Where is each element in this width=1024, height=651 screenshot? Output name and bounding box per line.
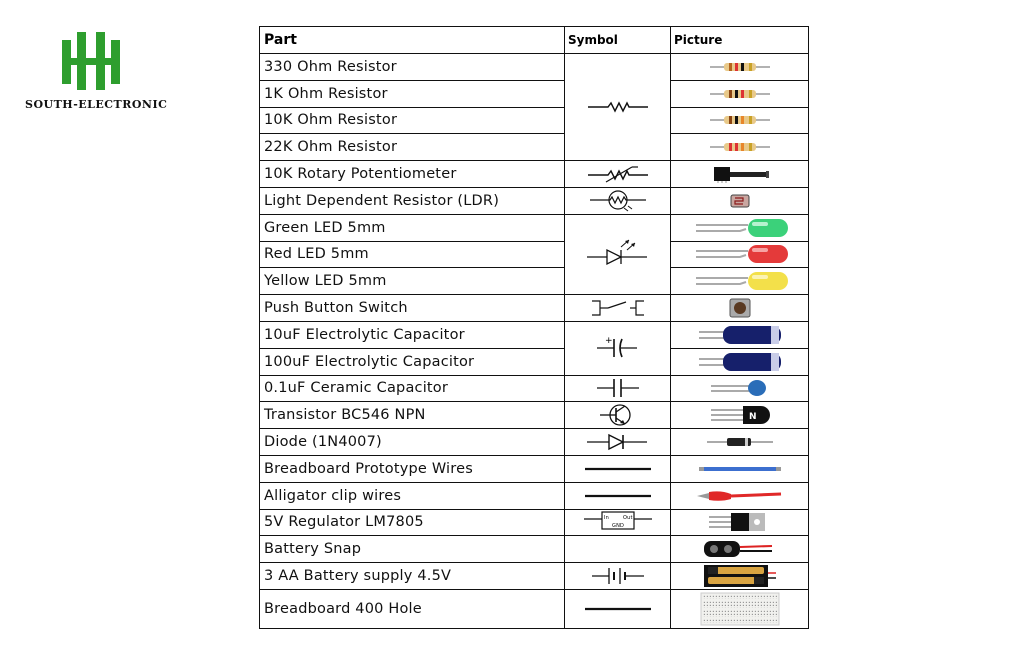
table-row <box>260 321 809 348</box>
part-name: Alligator clip wires <box>260 482 565 509</box>
alligator-clip-icon <box>671 482 809 509</box>
part-name: 10uF Electrolytic Capacitor <box>260 321 565 348</box>
parts-table <box>259 26 808 639</box>
resistor-icon <box>671 134 809 161</box>
electrolytic-capacitor-icon <box>671 348 809 375</box>
wire-symbol-icon <box>565 482 671 509</box>
part-name: 10K Rotary Potentiometer <box>260 161 565 188</box>
header-symbol: Symbol <box>565 27 671 54</box>
regulator-symbol-icon <box>565 509 671 536</box>
svg-text:+: + <box>604 336 613 347</box>
table-row <box>260 107 809 134</box>
diode-icon <box>671 429 809 456</box>
part-name: 22K Ohm Resistor <box>260 134 565 161</box>
table-row <box>260 455 809 482</box>
table-row <box>260 241 809 268</box>
table-row <box>260 429 809 456</box>
table-row <box>260 509 809 536</box>
header-part: Part <box>260 27 565 54</box>
part-name: Green LED 5mm <box>260 214 565 241</box>
table-row <box>260 536 809 563</box>
transistor-icon <box>671 402 809 429</box>
table-row <box>260 134 809 161</box>
led-symbol-icon <box>565 214 671 294</box>
svg-text:N: N <box>748 412 757 423</box>
table-row <box>260 295 809 322</box>
table-row <box>260 161 809 188</box>
brand-name: SOUTH-ELECTRONIC <box>25 98 168 111</box>
part-name: 0.1uF Ceramic Capacitor <box>260 375 565 402</box>
table-row <box>260 402 809 429</box>
table-row <box>260 187 809 214</box>
electrolytic-capacitor-icon <box>671 321 809 348</box>
yellow-led-icon <box>671 268 809 295</box>
table-row <box>260 214 809 241</box>
logo-icon <box>60 30 122 92</box>
resistor-icon <box>671 107 809 134</box>
table-header-row <box>260 27 809 54</box>
jumper-wire-icon <box>671 455 809 482</box>
table-row <box>260 348 809 375</box>
table-row <box>260 563 809 590</box>
diode-symbol-icon <box>565 429 671 456</box>
part-name: 10K Ohm Resistor <box>260 107 565 134</box>
breadboard-icon <box>671 589 809 628</box>
potentiometer-symbol-icon <box>565 161 671 188</box>
regulator-gnd-label: GND <box>611 523 624 530</box>
wire-symbol-icon <box>565 455 671 482</box>
push-button-icon <box>671 295 809 322</box>
part-name: 3 AA Battery supply 4.5V <box>260 563 565 590</box>
regulator-out-label: Out <box>622 515 633 522</box>
part-name: Breadboard 400 Hole <box>260 589 565 628</box>
resistor-symbol-icon <box>565 54 671 161</box>
part-name: 100uF Electrolytic Capacitor <box>260 348 565 375</box>
part-name: Battery Snap <box>260 536 565 563</box>
part-name: Breadboard Prototype Wires <box>260 455 565 482</box>
ldr-symbol-icon <box>565 187 671 214</box>
switch-symbol-icon <box>565 295 671 322</box>
green-led-icon <box>671 214 809 241</box>
table-row <box>260 375 809 402</box>
part-name: Transistor BC546 NPN <box>260 402 565 429</box>
ceramic-capacitor-icon <box>671 375 809 402</box>
ldr-icon <box>671 187 809 214</box>
part-name: Red LED 5mm <box>260 241 565 268</box>
table-row <box>260 80 809 107</box>
table-row <box>260 589 809 628</box>
wire-symbol-icon <box>565 589 671 628</box>
regulator-in-label: In <box>603 515 609 522</box>
part-name: 1K Ohm Resistor <box>260 80 565 107</box>
npn-transistor-symbol-icon <box>565 402 671 429</box>
empty-symbol-cell <box>565 536 671 563</box>
battery-snap-icon <box>671 536 809 563</box>
battery-holder-icon <box>671 563 809 590</box>
header-picture: Picture <box>671 27 809 54</box>
potentiometer-icon <box>671 161 809 188</box>
polarized-capacitor-symbol-icon <box>565 321 671 375</box>
part-name: 330 Ohm Resistor <box>260 54 565 81</box>
table-row <box>260 268 809 295</box>
regulator-icon <box>671 509 809 536</box>
red-led-icon <box>671 241 809 268</box>
table-row <box>260 482 809 509</box>
table-row <box>260 54 809 81</box>
part-name: Diode (1N4007) <box>260 429 565 456</box>
resistor-icon <box>671 54 809 81</box>
part-name: 5V Regulator LM7805 <box>260 509 565 536</box>
part-name: Yellow LED 5mm <box>260 268 565 295</box>
part-name: Light Dependent Resistor (LDR) <box>260 187 565 214</box>
part-name: Push Button Switch <box>260 295 565 322</box>
resistor-icon <box>671 80 809 107</box>
capacitor-symbol-icon <box>565 375 671 402</box>
battery-symbol-icon <box>565 563 671 590</box>
